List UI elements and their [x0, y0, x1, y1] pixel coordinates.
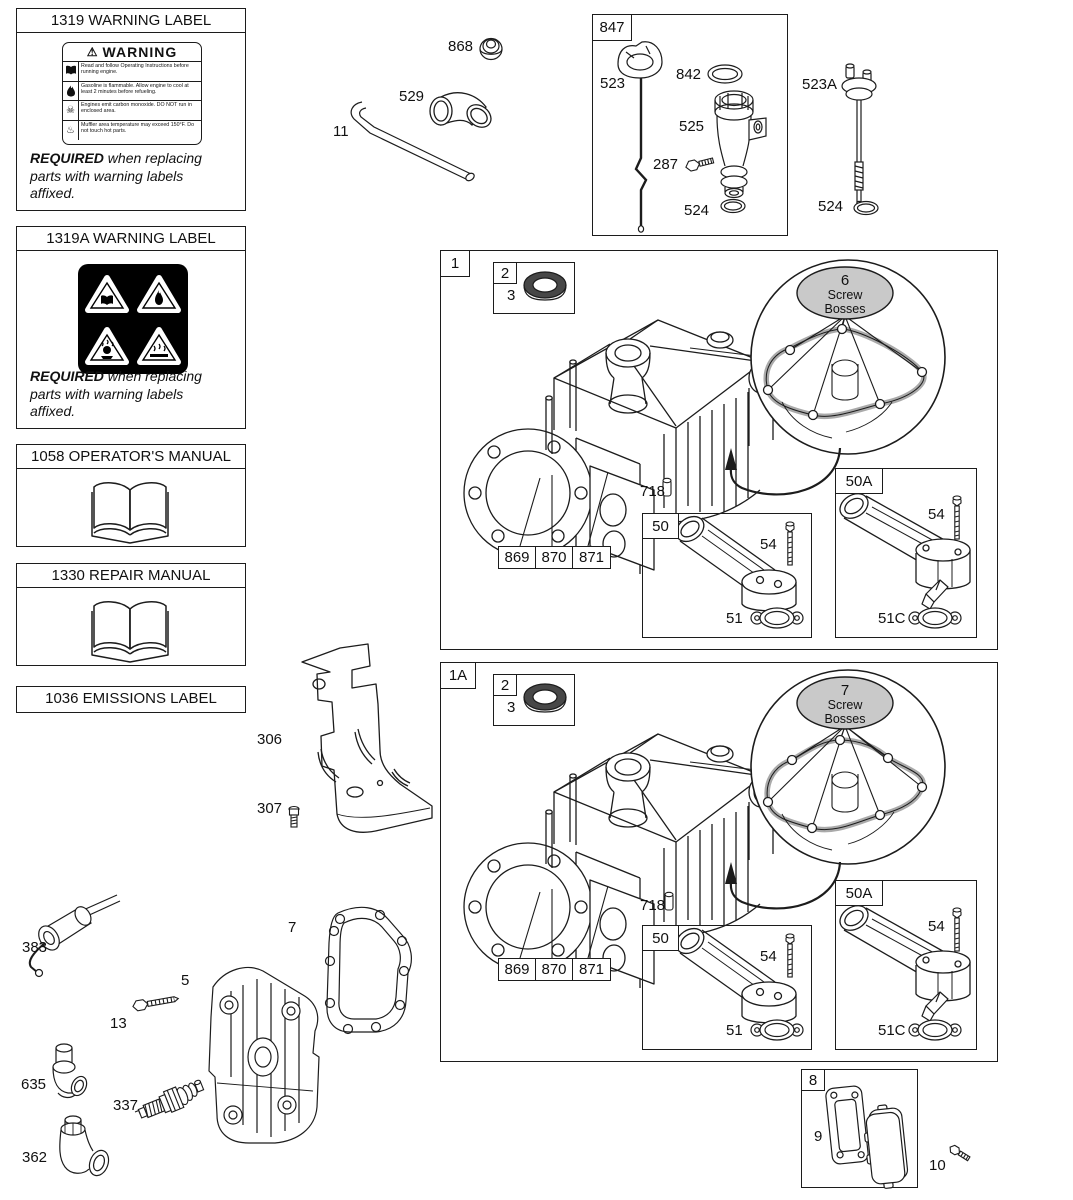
hot-surface-icon: ♨ [63, 121, 79, 141]
screw-287-drawing [685, 156, 715, 172]
part-label-337: 337 [113, 1097, 139, 1114]
part-label-9: 9 [814, 1128, 823, 1145]
box-847-label: 847 [592, 14, 632, 41]
part-label-54: 54 [760, 948, 777, 965]
oring-524-drawing [721, 200, 745, 213]
panel-title: 1319A WARNING LABEL [17, 227, 245, 251]
plug-wrench-383-drawing [30, 895, 120, 977]
sticker-row: Read and follow Operating Instructions before running engine. [63, 62, 201, 82]
box-1a-label: 1A [440, 662, 476, 689]
dowel-pin-718-drawing [665, 892, 673, 910]
panel-title: 1036 EMISSIONS LABEL [45, 690, 217, 707]
panel-emissions-label [16, 686, 246, 713]
panel-title: 1058 OPERATOR'S MANUAL [17, 445, 245, 469]
seal-box-label-2: 2 [493, 262, 517, 284]
panel-title: 1330 REPAIR MANUAL [17, 564, 245, 588]
detail-arrow [725, 448, 840, 494]
part-label-3: 3 [507, 699, 516, 716]
part-label-10: 10 [929, 1157, 946, 1174]
part-label-718: 718 [640, 483, 666, 500]
part-label-11: 11 [333, 123, 349, 140]
top-parts-drawing [320, 25, 545, 205]
table-cell-871: 871 [578, 549, 605, 566]
part-label-307: 307 [257, 800, 283, 817]
flame-icon [63, 82, 79, 101]
book-icon [88, 597, 176, 663]
part-label-5: 5 [181, 972, 190, 989]
dipstick-523a-drawing [840, 62, 896, 222]
part-label-306: 306 [257, 731, 283, 748]
dipstick-523-drawing [618, 42, 662, 232]
sticker-header: ⚠ WARNING [63, 43, 201, 62]
sticker-row: Gasoline is flammable. Allow engine to cool at least 2 minutes before refueling. [63, 82, 201, 102]
part-label-842: 842 [676, 66, 702, 83]
bracket-306-drawing [280, 640, 445, 840]
part-label-635: 635 [21, 1076, 47, 1093]
part-label-524-right: 524 [818, 198, 844, 215]
part-label-3: 3 [507, 287, 516, 304]
breather-cover-drawing [862, 1103, 909, 1190]
warning-pictogram-label [78, 264, 188, 374]
table-cell-871: 871 [578, 961, 605, 978]
part-label-383: 383 [22, 939, 48, 956]
part-label-7: 7 [288, 919, 297, 936]
part-label-529: 529 [399, 88, 425, 105]
table-cell-870: 870 [536, 547, 573, 568]
cylinder-part-table [498, 958, 611, 981]
part-label-54: 54 [928, 918, 945, 935]
warning-sticker [62, 42, 202, 145]
part-label-51c: 51C [878, 610, 906, 627]
screw-bosses-callout: 7 Screw Bosses [824, 682, 866, 726]
spark-plug-337-drawing [132, 1078, 207, 1125]
book-icon [63, 62, 79, 81]
head-gasket-7-drawing [326, 907, 412, 1033]
part-label-718: 718 [640, 897, 666, 914]
part-label-51c: 51C [878, 1022, 906, 1039]
box-50a-label: 50A [835, 880, 883, 906]
box-8-label: 8 [801, 1069, 825, 1091]
part-label-868: 868 [448, 38, 474, 55]
bolt-13-drawing [132, 994, 179, 1012]
cylinder-part-table [498, 546, 611, 569]
screw-307-drawing [289, 807, 299, 828]
table-cell-869: 869 [499, 959, 536, 980]
detail-arrow [725, 862, 840, 908]
warning-triangle-icon: ⚠ [86, 45, 99, 59]
cylinder-head-5-drawing [209, 968, 319, 1143]
seal-box-label-2: 2 [493, 674, 517, 696]
sticker-row: ♨ Muffler area temperature may exceed 150°F. Do not touch hot parts. [63, 121, 201, 141]
fill-tube-525-drawing [715, 91, 766, 198]
part-label-54: 54 [928, 506, 945, 523]
required-note: REQUIRED when replacing parts with warning labels affixed. [30, 150, 202, 201]
part-label-51: 51 [726, 610, 743, 627]
bottom-left-parts-drawing [15, 895, 445, 1195]
sticker-row: ☠ Engines emit carbon monoxide. DO NOT run in enclosed area. [63, 101, 201, 121]
skull-icon: ☠ [63, 101, 79, 120]
screw-bosses-callout: 6 Screw Bosses [824, 272, 866, 316]
elbow-635-drawing [53, 1044, 90, 1098]
part-label-525: 525 [679, 118, 705, 135]
part-label-287: 287 [653, 156, 679, 173]
part-label-51: 51 [726, 1022, 743, 1039]
part-label-13: 13 [110, 1015, 127, 1032]
book-icon [88, 478, 176, 544]
part-label-524: 524 [684, 202, 710, 219]
panel-title: 1319 WARNING LABEL [17, 9, 245, 33]
part-label-523a: 523A [802, 76, 838, 93]
box-8-drawing [801, 1069, 981, 1194]
grommet-868-drawing [480, 39, 502, 60]
breather-gasket-9-drawing [825, 1085, 869, 1164]
elbow-529-drawing [430, 93, 495, 132]
box-50a-label: 50A [835, 468, 883, 494]
warning-pictograms [78, 264, 188, 374]
screw-10-drawing [948, 1144, 971, 1162]
part-label-523: 523 [600, 75, 626, 92]
box-1-label: 1 [440, 250, 470, 277]
box-50-label: 50 [642, 513, 679, 539]
box-50-label: 50 [642, 925, 679, 951]
oring-842-drawing [708, 65, 742, 83]
part-label-54: 54 [760, 536, 777, 553]
table-cell-869: 869 [499, 547, 536, 568]
part-label-362: 362 [22, 1149, 48, 1166]
required-note: REQUIRED when replacing parts with warning labels affixed. [30, 368, 202, 419]
elbow-362-drawing [60, 1116, 112, 1178]
table-cell-870: 870 [536, 959, 573, 980]
